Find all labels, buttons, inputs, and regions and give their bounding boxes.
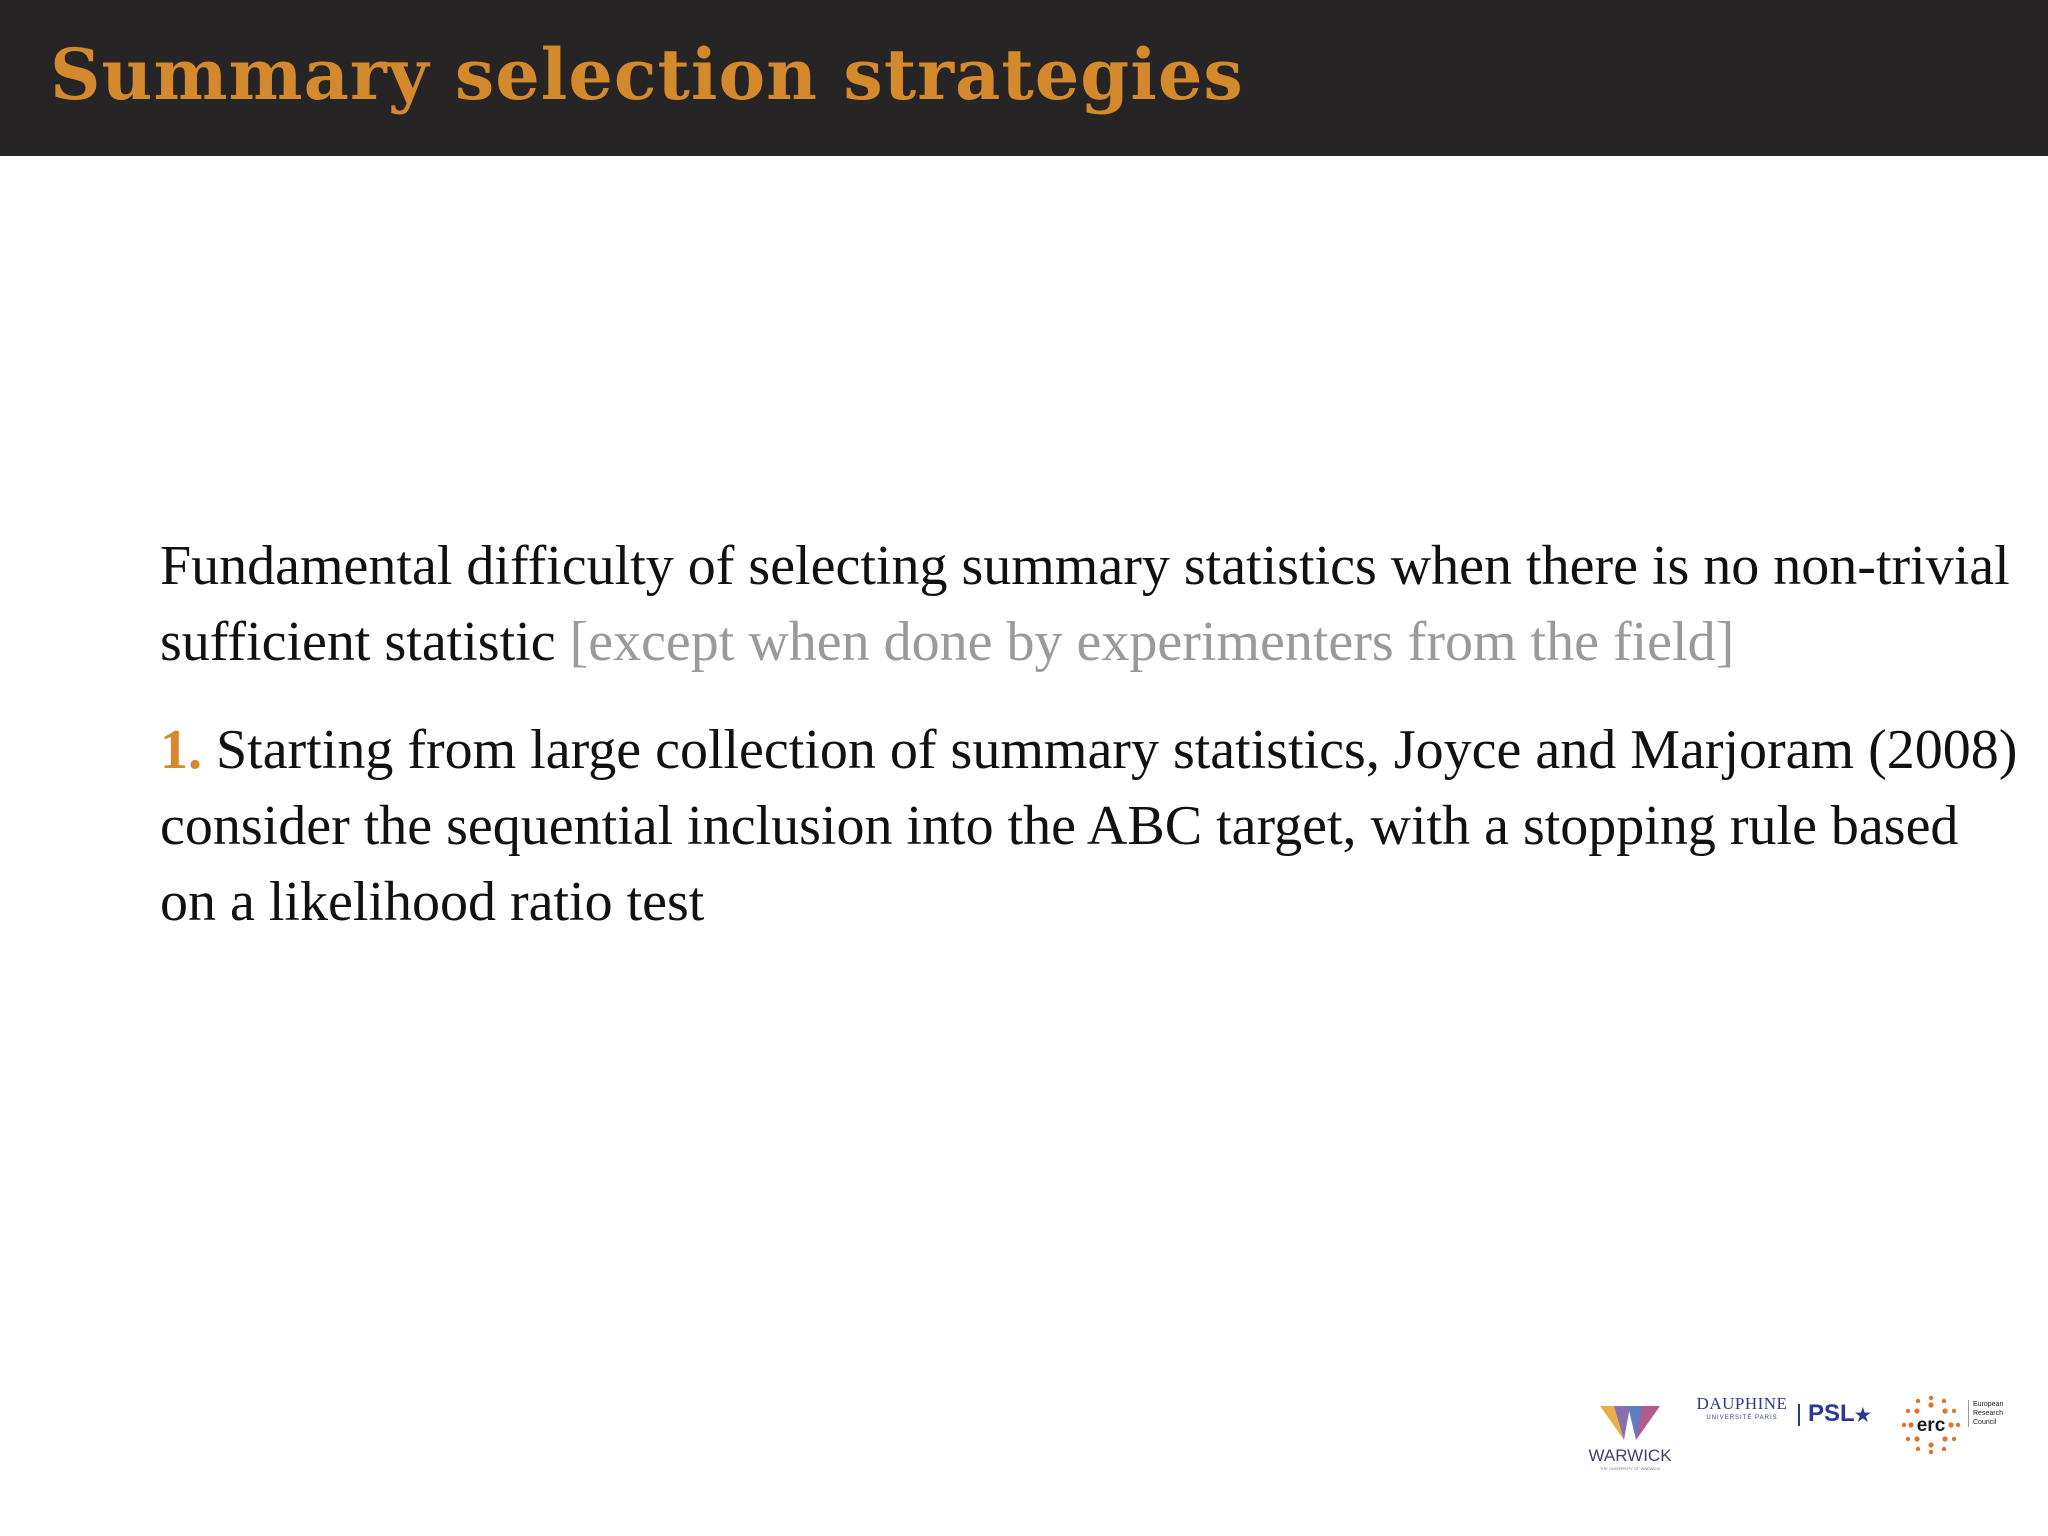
- logo-divider: [1798, 1404, 1800, 1426]
- warwick-name: WARWICK: [1588, 1446, 1672, 1465]
- warwick-logo-icon: [1600, 1406, 1660, 1440]
- psl-name: PSL: [1808, 1400, 1855, 1427]
- erc-line-1: European: [1973, 1401, 2004, 1408]
- slide-body: [160, 528, 2020, 940]
- intro-paragraph: [160, 528, 2020, 680]
- intro-aside: [except when done by experimenters from the field]: [569, 611, 1735, 673]
- psl-star-icon: ★: [1854, 1405, 1871, 1425]
- erc-mark: erc: [1916, 1415, 1946, 1436]
- warwick-logo: [1580, 1406, 1680, 1482]
- dauphine-subtitle: UNIVERSITÉ PARIS: [1706, 1415, 1778, 1421]
- intro-text: Fundamental difficulty of selecting summary statistics when there is no non-trivial sufficient statistic: [160, 535, 2010, 673]
- erc-line-2: Research: [1973, 1410, 2003, 1417]
- psl-logo: [1808, 1400, 1871, 1429]
- erc-line-3: Council: [1973, 1419, 1997, 1426]
- list-item-text: Starting from large collection of summary statistics, Joyce and Marjoram (2008) consider the sequential inclusion into the ABC target, with a stopping rule based on a likelihood ratio test: [160, 719, 2018, 933]
- slide-title: Summary selection strategies: [50, 33, 1244, 116]
- footer-logos: [1580, 1380, 2020, 1480]
- list-item-number: 1.: [160, 719, 202, 781]
- title-bar: [0, 0, 2048, 156]
- warwick-subtitle: THE UNIVERSITY OF WARWICK: [1599, 1466, 1661, 1471]
- list-item: [160, 712, 2020, 940]
- dauphine-name: DAUPHINE: [1696, 1394, 1788, 1413]
- erc-label: [1968, 1400, 2025, 1427]
- dauphine-logo: [1694, 1394, 1790, 1434]
- erc-logo-icon: [1898, 1392, 1964, 1458]
